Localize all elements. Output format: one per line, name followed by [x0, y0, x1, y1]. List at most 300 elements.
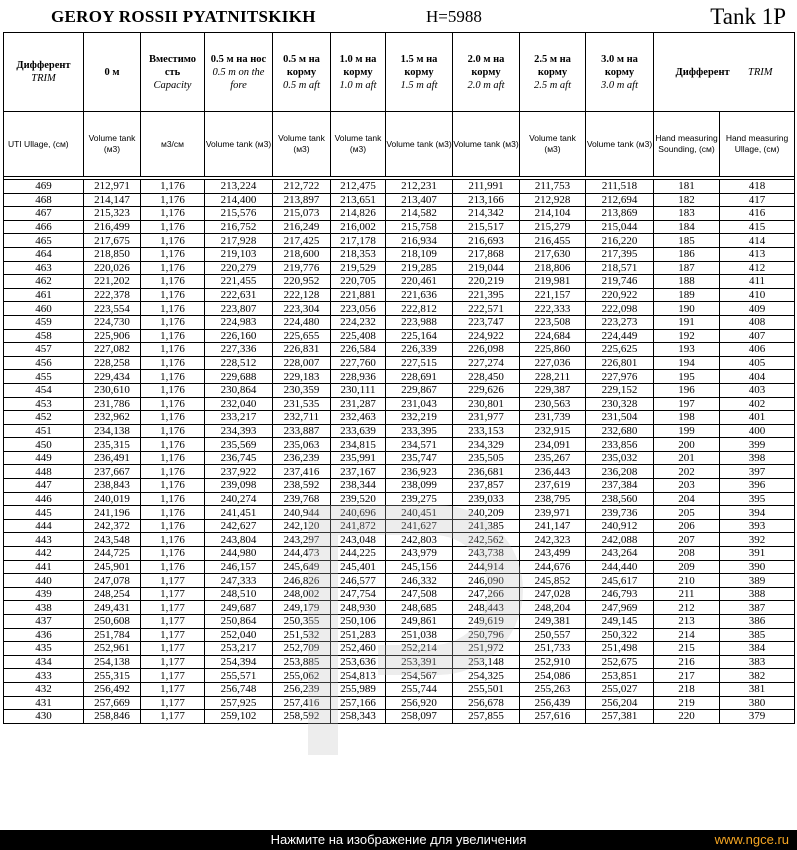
- table-cell: 214,400: [205, 193, 273, 207]
- col-aft-15-header: 1.5 м на корму 1.5 m aft: [386, 33, 453, 112]
- table-cell: 217,630: [520, 247, 586, 261]
- table-cell: 1,177: [141, 669, 205, 683]
- table-cell: 232,463: [331, 411, 386, 425]
- table-cell: 216,002: [331, 220, 386, 234]
- table-cell: 1,176: [141, 288, 205, 302]
- table-row: [4, 642, 795, 656]
- table-cell: 225,906: [84, 329, 141, 343]
- table-cell: 225,625: [586, 343, 654, 357]
- table-cell: 242,120: [273, 519, 331, 533]
- table-cell: 230,610: [84, 383, 141, 397]
- table-cell: 257,925: [205, 696, 273, 710]
- sub-hand-ullage: Hand measuring Ullage, (см): [720, 112, 795, 177]
- table-cell: 257,416: [273, 696, 331, 710]
- table-cell: 255,263: [520, 682, 586, 696]
- table-cell: 244,473: [273, 547, 331, 561]
- table-cell: 257,166: [331, 696, 386, 710]
- table-cell: 1,176: [141, 397, 205, 411]
- table-row: [4, 533, 795, 547]
- table-row: [4, 302, 795, 316]
- table-cell: 390: [720, 560, 795, 574]
- table-cell: 245,401: [331, 560, 386, 574]
- table-cell: 251,972: [453, 642, 520, 656]
- table-cell: 250,796: [453, 628, 520, 642]
- table-cell: 223,508: [520, 315, 586, 329]
- table-cell: 194: [654, 356, 720, 370]
- table-cell: 240,696: [331, 506, 386, 520]
- table-cell: 232,711: [273, 411, 331, 425]
- table-cell: 248,204: [520, 601, 586, 615]
- table-cell: 396: [720, 479, 795, 493]
- table-cell: 217,395: [586, 247, 654, 261]
- table-cell: 229,152: [586, 383, 654, 397]
- table-cell: 246,826: [273, 574, 331, 588]
- table-cell: 442: [4, 547, 84, 561]
- table-cell: 452: [4, 411, 84, 425]
- table-cell: 1,176: [141, 193, 205, 207]
- table-cell: 241,385: [453, 519, 520, 533]
- table-cell: 219,776: [273, 261, 331, 275]
- table-cell: 217: [654, 669, 720, 683]
- table-cell: 1,176: [141, 465, 205, 479]
- table-cell: 239,736: [586, 506, 654, 520]
- table-cell: 231,977: [453, 411, 520, 425]
- table-cell: 235,267: [520, 451, 586, 465]
- table-cell: 190: [654, 302, 720, 316]
- table-cell: 1,176: [141, 343, 205, 357]
- table-row: [4, 315, 795, 329]
- vessel-name: GEROY ROSSII PYATNITSKIKH: [51, 7, 316, 26]
- table-cell: 446: [4, 492, 84, 506]
- table-cell: 222,098: [586, 302, 654, 316]
- calibration-table: [3, 32, 795, 724]
- table-cell: 233,639: [331, 424, 386, 438]
- table-cell: 246,090: [453, 574, 520, 588]
- table-cell: 253,217: [205, 642, 273, 656]
- table-cell: 248,930: [331, 601, 386, 615]
- col-aft-05-header: 0.5 м на корму 0.5 m aft: [273, 33, 331, 112]
- table-cell: 216: [654, 655, 720, 669]
- table-cell: 228,007: [273, 356, 331, 370]
- table-cell: 229,387: [520, 383, 586, 397]
- table-cell: 248,443: [453, 601, 520, 615]
- table-cell: 221,202: [84, 275, 141, 289]
- table-cell: 217,425: [273, 234, 331, 248]
- table-cell: 242,562: [453, 533, 520, 547]
- table-cell: 219,103: [205, 247, 273, 261]
- table-row: [4, 615, 795, 629]
- table-cell: 244,676: [520, 560, 586, 574]
- table-cell: 258,097: [386, 710, 453, 724]
- table-cell: 400: [720, 424, 795, 438]
- tank-id: Tank 1P: [710, 4, 786, 29]
- table-cell: 231,504: [586, 411, 654, 425]
- table-cell: 212,971: [84, 180, 141, 194]
- table-cell: 249,381: [520, 615, 586, 629]
- table-cell: 242,627: [205, 519, 273, 533]
- table-cell: 1,176: [141, 519, 205, 533]
- table-cell: 256,920: [386, 696, 453, 710]
- table-cell: 441: [4, 560, 84, 574]
- table-cell: 437: [4, 615, 84, 629]
- table-cell: 241,627: [386, 519, 453, 533]
- table-cell: 224,983: [205, 315, 273, 329]
- title-bar: [3, 2, 794, 32]
- table-row: [4, 696, 795, 710]
- site-link[interactable]: www.ngce.ru: [714, 832, 789, 847]
- table-cell: 469: [4, 180, 84, 194]
- table-cell: 219: [654, 696, 720, 710]
- table-cell: 249,619: [453, 615, 520, 629]
- table-cell: 457: [4, 343, 84, 357]
- table-cell: 249,179: [273, 601, 331, 615]
- table-cell: 439: [4, 587, 84, 601]
- table-cell: 239,520: [331, 492, 386, 506]
- table-cell: 225,860: [520, 343, 586, 357]
- table-cell: 235,569: [205, 438, 273, 452]
- table-cell: 247,333: [205, 574, 273, 588]
- table-cell: 187: [654, 261, 720, 275]
- sub-volume-aft-15: Volume tank (м3): [386, 112, 453, 177]
- table-cell: 218,109: [386, 247, 453, 261]
- sub-volume-aft-05: Volume tank (м3): [273, 112, 331, 177]
- table-cell: 220: [654, 710, 720, 724]
- table-cell: 255,744: [386, 682, 453, 696]
- col-aft-25-header: 2.5 м на корму 2.5 m aft: [520, 33, 586, 112]
- table-cell: 224,480: [273, 315, 331, 329]
- table-cell: 238,344: [331, 479, 386, 493]
- table-cell: 191: [654, 315, 720, 329]
- table-cell: 221,881: [331, 288, 386, 302]
- table-cell: 403: [720, 383, 795, 397]
- table-cell: 1,176: [141, 383, 205, 397]
- table-cell: 230,359: [273, 383, 331, 397]
- table-cell: 237,857: [453, 479, 520, 493]
- table-cell: 215,044: [586, 220, 654, 234]
- table-cell: 250,106: [331, 615, 386, 629]
- table-cell: 389: [720, 574, 795, 588]
- table-cell: 392: [720, 533, 795, 547]
- table-cell: 248,685: [386, 601, 453, 615]
- table-cell: 250,322: [586, 628, 654, 642]
- table-cell: 453: [4, 397, 84, 411]
- table-row: [4, 288, 795, 302]
- table-cell: 219,529: [331, 261, 386, 275]
- table-cell: 248,002: [273, 587, 331, 601]
- table-cell: 235,315: [84, 438, 141, 452]
- table-cell: 243,297: [273, 533, 331, 547]
- table-row: [4, 601, 795, 615]
- table-cell: 414: [720, 234, 795, 248]
- table-cell: 243,979: [386, 547, 453, 561]
- table-cell: 221,636: [386, 288, 453, 302]
- table-cell: 182: [654, 193, 720, 207]
- table-cell: 214,826: [331, 207, 386, 221]
- table-cell: 249,687: [205, 601, 273, 615]
- table-cell: 240,274: [205, 492, 273, 506]
- table-cell: 397: [720, 465, 795, 479]
- table-cell: 228,512: [205, 356, 273, 370]
- table-cell: 1,176: [141, 329, 205, 343]
- table-cell: 237,416: [273, 465, 331, 479]
- table-cell: 1,176: [141, 302, 205, 316]
- table-row: [4, 261, 795, 275]
- table-cell: 398: [720, 451, 795, 465]
- table-cell: 380: [720, 696, 795, 710]
- table-cell: 228,691: [386, 370, 453, 384]
- table-cell: 249,861: [386, 615, 453, 629]
- table-cell: 408: [720, 315, 795, 329]
- table-cell: 434: [4, 655, 84, 669]
- col-trim-header: Дифферент TRIM: [4, 33, 84, 112]
- table-cell: 246,793: [586, 587, 654, 601]
- footer-bar: [0, 830, 797, 850]
- table-cell: 216,455: [520, 234, 586, 248]
- table-row: [4, 397, 795, 411]
- table-cell: 186: [654, 247, 720, 261]
- table-cell: 379: [720, 710, 795, 724]
- table-row: [4, 411, 795, 425]
- table-cell: 1,176: [141, 547, 205, 561]
- table-cell: 248,254: [84, 587, 141, 601]
- table-cell: 387: [720, 601, 795, 615]
- table-row: [4, 465, 795, 479]
- table-row: [4, 669, 795, 683]
- table-cell: 435: [4, 642, 84, 656]
- table-cell: 239,098: [205, 479, 273, 493]
- table-cell: 243,499: [520, 547, 586, 561]
- table-cell: 253,851: [586, 669, 654, 683]
- table-cell: 214,104: [520, 207, 586, 221]
- table-cell: 228,936: [331, 370, 386, 384]
- table-cell: 237,619: [520, 479, 586, 493]
- col-fore-05-header: 0.5 м на нос 0.5 m on the fore: [205, 33, 273, 112]
- table-cell: 220,952: [273, 275, 331, 289]
- table-cell: 430: [4, 710, 84, 724]
- table-cell: 245,156: [386, 560, 453, 574]
- table-cell: 221,157: [520, 288, 586, 302]
- table-cell: 255,315: [84, 669, 141, 683]
- table-row: [4, 193, 795, 207]
- table-cell: 221,395: [453, 288, 520, 302]
- table-cell: 200: [654, 438, 720, 452]
- table-cell: 235,032: [586, 451, 654, 465]
- col-trim-right-header: Дифферент TRIM: [654, 33, 795, 112]
- table-cell: 215,576: [205, 207, 273, 221]
- table-cell: 418: [720, 180, 795, 194]
- table-cell: 257,381: [586, 710, 654, 724]
- table-cell: 253,885: [273, 655, 331, 669]
- table-row: [4, 547, 795, 561]
- table-cell: 231,287: [331, 397, 386, 411]
- table-cell: 212,928: [520, 193, 586, 207]
- table-cell: 227,336: [205, 343, 273, 357]
- table-cell: 238,099: [386, 479, 453, 493]
- table-cell: 223,056: [331, 302, 386, 316]
- table-cell: 213,869: [586, 207, 654, 221]
- table-cell: 228,258: [84, 356, 141, 370]
- table-cell: 242,323: [520, 533, 586, 547]
- table-cell: 235,063: [273, 438, 331, 452]
- table-cell: 215: [654, 642, 720, 656]
- table-cell: 227,976: [586, 370, 654, 384]
- sub-uti-ullage: UTI Ullage, (см): [4, 112, 84, 177]
- table-cell: 252,961: [84, 642, 141, 656]
- table-cell: 253,636: [331, 655, 386, 669]
- table-cell: 230,801: [453, 397, 520, 411]
- table-cell: 220,461: [386, 275, 453, 289]
- table-cell: 252,214: [386, 642, 453, 656]
- table-cell: 228,211: [520, 370, 586, 384]
- table-cell: 255,027: [586, 682, 654, 696]
- table-cell: 256,492: [84, 682, 141, 696]
- table-cell: 1,177: [141, 710, 205, 724]
- table-cell: 459: [4, 315, 84, 329]
- table-cell: 224,449: [586, 329, 654, 343]
- table-cell: 236,681: [453, 465, 520, 479]
- table-cell: 1,176: [141, 261, 205, 275]
- table-cell: 216,220: [586, 234, 654, 248]
- table-cell: 210: [654, 574, 720, 588]
- table-cell: 233,856: [586, 438, 654, 452]
- table-cell: 237,384: [586, 479, 654, 493]
- table-cell: 211,518: [586, 180, 654, 194]
- table-row: [4, 383, 795, 397]
- table-cell: 445: [4, 506, 84, 520]
- table-cell: 258,343: [331, 710, 386, 724]
- table-cell: 238,843: [84, 479, 141, 493]
- table-cell: 416: [720, 207, 795, 221]
- table-cell: 236,239: [273, 451, 331, 465]
- table-row: [4, 180, 795, 194]
- table-cell: 232,962: [84, 411, 141, 425]
- table-cell: 239,971: [520, 506, 586, 520]
- table-cell: 254,813: [331, 669, 386, 683]
- table-cell: 458: [4, 329, 84, 343]
- table-cell: 223,747: [453, 315, 520, 329]
- table-cell: 250,355: [273, 615, 331, 629]
- table-cell: 231,535: [273, 397, 331, 411]
- table-cell: 222,571: [453, 302, 520, 316]
- table-cell: 219,044: [453, 261, 520, 275]
- table-cell: 415: [720, 220, 795, 234]
- table-cell: 230,111: [331, 383, 386, 397]
- table-cell: 436: [4, 628, 84, 642]
- table-row: [4, 247, 795, 261]
- table-cell: 251,784: [84, 628, 141, 642]
- table-cell: 1,176: [141, 479, 205, 493]
- col-0m-header: 0 м: [84, 33, 141, 112]
- table-row: [4, 492, 795, 506]
- table-cell: 213,897: [273, 193, 331, 207]
- col-aft-30-header: 3.0 м на корму 3.0 m aft: [586, 33, 654, 112]
- table-row: [4, 710, 795, 724]
- col-aft-20-header: 2.0 м на корму 2.0 m aft: [453, 33, 520, 112]
- table-row: [4, 682, 795, 696]
- table-cell: 238,592: [273, 479, 331, 493]
- table-cell: 252,910: [520, 655, 586, 669]
- table-cell: 381: [720, 682, 795, 696]
- table-cell: 240,912: [586, 519, 654, 533]
- table-cell: 215,279: [520, 220, 586, 234]
- table-cell: 431: [4, 696, 84, 710]
- table-cell: 233,395: [386, 424, 453, 438]
- table-cell: 252,709: [273, 642, 331, 656]
- enlarge-image-link[interactable]: Нажмите на изображение для увеличения: [270, 832, 527, 847]
- table-cell: 236,745: [205, 451, 273, 465]
- table-cell: 222,631: [205, 288, 273, 302]
- table-cell: 184: [654, 220, 720, 234]
- table-cell: 394: [720, 506, 795, 520]
- table-cell: 224,730: [84, 315, 141, 329]
- table-cell: 1,177: [141, 655, 205, 669]
- sub-volume-aft-10: Volume tank (м3): [331, 112, 386, 177]
- table-cell: 255,062: [273, 669, 331, 683]
- table-cell: 443: [4, 533, 84, 547]
- table-cell: 216,934: [386, 234, 453, 248]
- table-cell: 255,501: [453, 682, 520, 696]
- table-cell: 234,815: [331, 438, 386, 452]
- table-cell: 229,183: [273, 370, 331, 384]
- table-cell: 455: [4, 370, 84, 384]
- table-cell: 226,160: [205, 329, 273, 343]
- table-cell: 1,176: [141, 424, 205, 438]
- table-cell: 1,176: [141, 370, 205, 384]
- table-cell: 1,177: [141, 574, 205, 588]
- table-row: [4, 506, 795, 520]
- table-cell: 257,855: [453, 710, 520, 724]
- table-cell: 247,028: [520, 587, 586, 601]
- table-cell: 207: [654, 533, 720, 547]
- table-cell: 256,678: [453, 696, 520, 710]
- table-cell: 393: [720, 519, 795, 533]
- table-cell: 385: [720, 628, 795, 642]
- table-cell: 225,164: [386, 329, 453, 343]
- table-cell: 1,176: [141, 275, 205, 289]
- sub-volume-fore-05: Volume tank (м3): [205, 112, 273, 177]
- table-cell: 185: [654, 234, 720, 248]
- table-cell: 235,991: [331, 451, 386, 465]
- table-cell: 218,600: [273, 247, 331, 261]
- table-cell: 231,739: [520, 411, 586, 425]
- table-row: [4, 356, 795, 370]
- table-cell: 232,219: [386, 411, 453, 425]
- table-cell: 220,279: [205, 261, 273, 275]
- table-cell: 216,499: [84, 220, 141, 234]
- table-cell: 226,801: [586, 356, 654, 370]
- table-cell: 249,145: [586, 615, 654, 629]
- table-cell: 407: [720, 329, 795, 343]
- table-cell: 256,239: [273, 682, 331, 696]
- table-cell: 440: [4, 574, 84, 588]
- table-cell: 1,176: [141, 315, 205, 329]
- table-row: [4, 574, 795, 588]
- table-cell: 454: [4, 383, 84, 397]
- table-cell: 223,273: [586, 315, 654, 329]
- col-aft-10-header: 1.0 м на корму 1.0 m aft: [331, 33, 386, 112]
- table-cell: 239,033: [453, 492, 520, 506]
- table-cell: 236,208: [586, 465, 654, 479]
- table-cell: 253,148: [453, 655, 520, 669]
- table-cell: 234,571: [386, 438, 453, 452]
- table-cell: 238,795: [520, 492, 586, 506]
- table-cell: 433: [4, 669, 84, 683]
- table-cell: 215,517: [453, 220, 520, 234]
- table-cell: 212: [654, 601, 720, 615]
- table-cell: 255,571: [205, 669, 273, 683]
- table-cell: 230,864: [205, 383, 273, 397]
- table-cell: 1,176: [141, 356, 205, 370]
